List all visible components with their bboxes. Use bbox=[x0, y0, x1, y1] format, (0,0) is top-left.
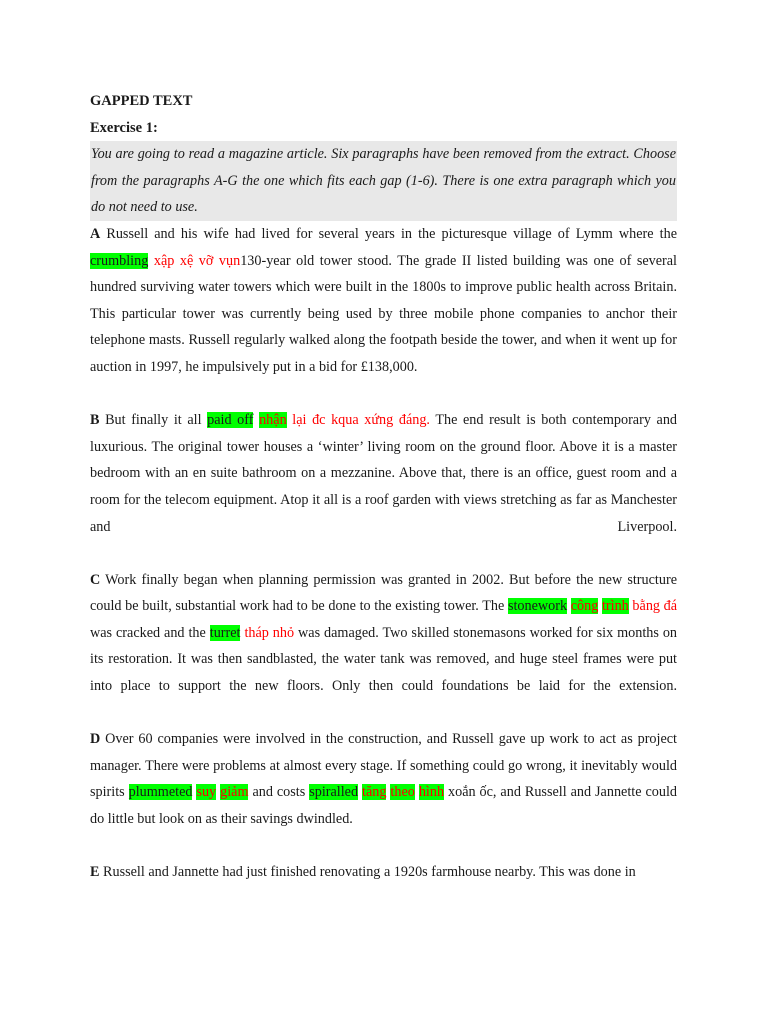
text-run: 130-year old tower stood. The grade II listed building was one of several hundred surviving water towers which were built in the 1800s to improve public health across Britain. This particular tower was currently being used by three mobile phone companies to anchor their telephone masts. Russell regularly walked along the footpath beside the tower, and when it went up for auction in 1997, he impulsively put in a bid for £138,000. bbox=[90, 252, 677, 375]
translation-note: lại đc kqua xứng đáng. bbox=[292, 412, 430, 429]
instructions-text: You are going to read a magazine article. Six paragraphs have been removed from the extract. Choose from the paragraphs A-G the one which fits each gap (1-6). There is one extra paragraph which you do not need to use. bbox=[90, 141, 677, 221]
paragraph-c bbox=[90, 567, 677, 700]
paragraph-e bbox=[90, 859, 677, 886]
highlighted-word: plummeted bbox=[128, 784, 193, 801]
highlighted-translation: tăng bbox=[362, 784, 387, 801]
text-run: was cracked and the bbox=[90, 624, 210, 641]
text-run: The end result is both contemporary and luxurious. The original tower houses a ‘winter’ living room on the ground floor. Above it is a master bedroom with an en suite bathroom on a mezzanine. Above that, there is an office, guest room and a room for the telecom equipment. Atop it all is a roof garden with views stretching as far as Manchester and Liverpool. bbox=[90, 412, 678, 535]
text-run: Over 60 companies were involved in the construction, and Russell gave up work to act as project manager. There were problems at almost every stage. If something could go wrong, it inevitably would spirits bbox=[90, 731, 677, 801]
text-run: Russell and his wife had lived for several years in the picturesque village of Lymm where the bbox=[100, 225, 677, 242]
paragraph-letter: D bbox=[90, 731, 101, 748]
paragraph-d bbox=[90, 726, 677, 832]
highlighted-translation: hình bbox=[418, 784, 445, 801]
translation-note: bằng đá bbox=[632, 598, 678, 615]
translation-note: xập xệ vỡ vụn bbox=[153, 252, 241, 269]
highlighted-word: crumbling bbox=[90, 252, 149, 269]
paragraph-letter: C bbox=[90, 571, 101, 588]
text-run: xoắn ốc, and Russell and Jannette could do little but look on as their savings dwindled. bbox=[90, 784, 677, 828]
highlighted-translation: trình bbox=[601, 598, 629, 615]
exercise-title: Exercise 1: bbox=[90, 119, 158, 136]
document-heading: GAPPED TEXT bbox=[90, 93, 193, 109]
highlighted-translation: công bbox=[570, 598, 599, 615]
paragraph-b bbox=[90, 407, 677, 540]
text-run: Russell and Jannette had just finished renovating a 1920s farmhouse nearby. This was done in bbox=[99, 864, 636, 881]
paragraph-letter: E bbox=[90, 864, 100, 881]
highlighted-translation: nhận bbox=[259, 412, 287, 429]
highlighted-word: turret bbox=[209, 624, 241, 641]
paragraph-letter: B bbox=[90, 412, 100, 429]
highlighted-word: spiralled bbox=[309, 784, 359, 801]
paragraph-letter: A bbox=[90, 225, 101, 242]
text-run: Work finally began when planning permission was granted in 2002. But before the new structure could be built, substantial work had to be done to the existing tower. The bbox=[90, 571, 677, 615]
text-run: was damaged. Two skilled stonemasons worked for six months on its restoration. It was then sandblasted, the water tank was removed, and huge steel frames were put into place to support the new floors. Only then could foundations be laid for the extension. bbox=[90, 624, 678, 695]
highlighted-word: stonework bbox=[507, 598, 568, 615]
highlighted-translation: giảm bbox=[220, 784, 249, 801]
highlighted-translation: suy bbox=[196, 784, 217, 801]
highlighted-word: paid off bbox=[207, 412, 254, 429]
document-content bbox=[90, 88, 677, 886]
text-run: But finally it all bbox=[99, 412, 208, 429]
translation-note: tháp nhỏ bbox=[244, 624, 295, 641]
paragraph-list bbox=[90, 221, 677, 886]
highlighted-translation: theo bbox=[390, 784, 415, 801]
paragraph-a bbox=[90, 221, 677, 381]
text-run: and costs bbox=[248, 784, 310, 801]
